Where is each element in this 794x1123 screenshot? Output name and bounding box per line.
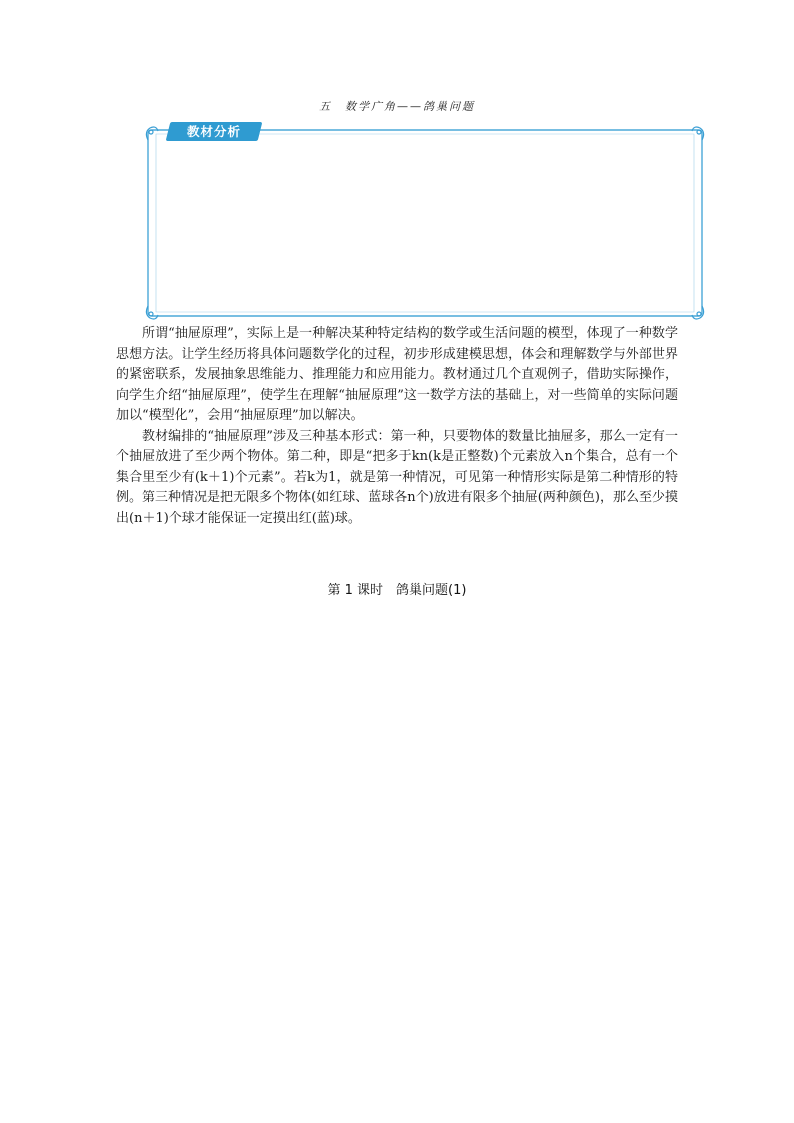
lesson-title: 第 1 课时 鸽巢问题(1) — [327, 583, 467, 598]
panel-tab-label: 教材分析 — [186, 124, 241, 139]
paragraph: 所谓“抽屉原理”，实际上是一种解决某种特定结构的数学或生活问题的模型，体现了一种数学思想方法。让学生经历将具体问题数学化的过程，初步形成建模思想，体会和理解数学与外部世界的紧密联系，发展抽象思维能力、推理能力和应用能力。教材通过几个直观例子，借助实际操作，向学生介绍“抽屉原理”，使学生在理解“抽屉原理”这一数学方法的基础上，对一些简单的实际问题加以“模型化”，会用“抽屉原理”加以解决。 — [116, 326, 678, 423]
analysis-text — [116, 324, 678, 529]
panel-tab — [166, 122, 263, 141]
panel-body — [156, 146, 694, 310]
chapter-header: 五 数学广角——鸽巢问题 — [319, 100, 475, 113]
paragraph: 教材编排的“抽屉原理”涉及三种基本形式：第一种，只要物体的数量比抽屉多，那么一定有一个抽屉放进了至少两个物体。第二种，即是“把多于kn(k是正整数)个元素放入n个集合，总有一个集合里至少有(k＋1)个元素”。若k为1，就是第一种情况，可见第一种情形实际是第二种情形的特例。第三种情况是把无限多个物体(如红球、蓝球各n个)放进有限多个抽屉(两种颜色)，那么至少摸出(n＋1)个球才能保证一定摸出红(蓝)球。 — [116, 428, 678, 526]
textbook-analysis-panel — [142, 122, 708, 324]
